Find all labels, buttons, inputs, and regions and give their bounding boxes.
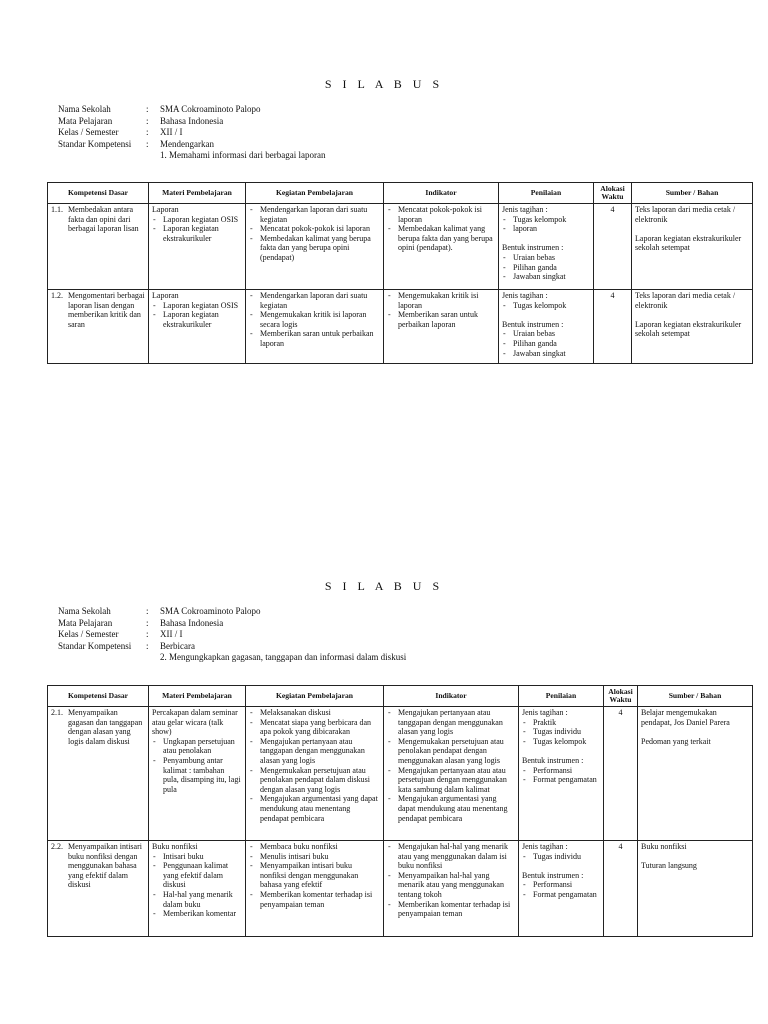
meta-label-standard: Standar Kompetensi <box>58 138 132 149</box>
syllabus-title-1: S I L A B U S <box>324 77 444 91</box>
list-item: - Uraian bebas <box>502 329 590 339</box>
list-item: - Mengajukan argumentasi yang dapat mendukung atau menentang pendapat pembicara <box>387 794 515 823</box>
cell-alokasi: 4 <box>604 707 638 841</box>
cell-materi: Buku nonfiksi - Intisari buku - Penggunaan kalimat yang efektif dalam diskusi - Hal-hal yang menarik dalam buku - Memberikan komentar <box>149 841 246 937</box>
table-header-row <box>48 183 753 204</box>
list-item: - laporan <box>502 224 590 234</box>
list-item: - Mengajukan hal-hal yang menarik atau yang menggunakan dalam isi buku nonfiksi <box>387 842 515 871</box>
list-item: - Mengemukakan kritik isi laporan <box>387 291 495 310</box>
list-item: - Memberikan komentar terhadap isi penyampaian teman <box>387 900 515 919</box>
list-item: - Memberikan komentar terhadap isi penyampaian teman <box>249 890 380 909</box>
header-kegiatan: Kegiatan Pembelajaran <box>246 686 384 707</box>
meta-standard: Berbicara <box>160 640 195 651</box>
list-item: - Mendengarkan laporan dari suatu kegiatan <box>249 205 380 224</box>
list-item: - Membedakan kalimat yang berupa fakta dan yang berupa opini (pendapat) <box>249 234 380 263</box>
list-item: - Mendengarkan laporan dari suatu kegiatan <box>249 291 380 310</box>
list-item: - Penyambung antar kalimat : tambahan pula, disamping itu, lagi pula <box>152 756 242 794</box>
syllabus-title-2: S I L A B U S <box>324 579 444 593</box>
syllabus-table-2 <box>47 685 753 937</box>
cell-alokasi: 4 <box>604 841 638 937</box>
cell-kegiatan <box>246 290 384 364</box>
syllabus-meta-2: Nama Sekolah : SMA Cokroaminoto Palopo Mata Pelajaran : Bahasa Indonesia Kelas / Semester : XII / I Standar Kompetensi : Berbicara 2. Mengungkapkan gagasan, tanggapan dan informasi dalam diskusi <box>58 606 407 662</box>
list-item: - Jawaban singkat <box>502 349 590 359</box>
list-item: - Ungkapan persetujuan atau penolakan <box>152 737 242 756</box>
list-item: - Laporan kegiatan ekstrakurikuler <box>152 224 242 243</box>
meta-school: SMA Cokroaminoto Palopo <box>160 104 261 114</box>
cell-sumber: Teks laporan dari media cetak / elektronik Laporan kegiatan ekstrakurikuler sekolah setempat <box>632 290 753 364</box>
list-item: - Memberikan komentar <box>152 909 242 919</box>
list-item: - Menulis intisari buku <box>249 852 380 862</box>
meta-label-class: Kelas / Semester <box>58 629 119 639</box>
list-item: - Laporan kegiatan OSIS <box>152 215 242 225</box>
list-item: - Mencatat pokok-pokok isi laporan <box>387 205 495 224</box>
list-item: - Performansi <box>522 766 600 776</box>
meta-label-subject: Mata Pelajaran <box>58 617 113 628</box>
list-item: - Format pengamatan <box>522 775 600 785</box>
header-kegiatan: Kegiatan Pembelajaran <box>246 183 384 204</box>
cell-materi: Laporan - Laporan kegiatan OSIS - Laporan kegiatan ekstrakurikuler <box>149 204 246 290</box>
cell-indikator <box>384 204 499 290</box>
list-item: - Mengajukan pertanyaan atau tanggapan dengan menggunakan alasan yang logis <box>249 737 380 766</box>
cell-indikator <box>384 707 519 841</box>
cell-penilaian: Jenis tagihan : - Tugas kelompok Bentuk instrumen : - Uraian bebas - Pilihan ganda - Jawaban singkat <box>499 290 594 364</box>
list-item: - Mencatat siapa yang berbicara dan apa pokok yang dibicarakan <box>249 718 380 737</box>
header-penilaian: Penilaian <box>499 183 594 204</box>
list-item: - Tugas individu <box>522 852 600 862</box>
list-item: - Praktik <box>522 718 600 728</box>
header-materi: Materi Pembelajaran <box>149 183 246 204</box>
list-item: - Mengemukakan persetujuan atau penolakan pendapat dalam diskusi dengan alasan yang logis <box>249 766 380 795</box>
cell-indikator <box>384 841 519 937</box>
cell-sumber: Buku nonfiksi Tuturan langsung <box>638 841 753 937</box>
list-item: - Performansi <box>522 880 600 890</box>
list-item: - Hal-hal yang menarik dalam buku <box>152 890 242 909</box>
list-item: - Penggunaan kalimat yang efektif dalam diskusi <box>152 861 242 890</box>
meta-label-class: Kelas / Semester <box>58 127 119 137</box>
cell-kegiatan <box>246 204 384 290</box>
syllabus-meta-1: Nama Sekolah : SMA Cokroaminoto Palopo Mata Pelajaran : Bahasa Indonesia Kelas / Semester : XII / I Standar Kompetensi : Mendengarkan 1. Memahami informasi dari berbagai laporan <box>58 104 326 160</box>
list-item: - Mengajukan pertanyaan atau tanggapan dengan menggunakan alasan yang logis <box>387 708 515 737</box>
cell-indikator <box>384 290 499 364</box>
cell-sumber: Belajar mengemukakan pendapat, Jos Daniel Parera Pedoman yang terkait <box>638 707 753 841</box>
table-header-row <box>48 686 753 707</box>
cell-penilaian: Jenis tagihan : - Tugas individu Bentuk instrumen : - Performansi - Format pengamatan <box>519 841 604 937</box>
cell-materi: Percakapan dalam seminar atau gelar wicara (talk show) - Ungkapan persetujuan atau penolakan - Penyambung antar kalimat : tambahan pula, disamping itu, lagi pula <box>149 707 246 841</box>
header-sumber: Sumber / Bahan <box>638 686 753 707</box>
header-sumber: Sumber / Bahan <box>632 183 753 204</box>
header-indikator: Indikator <box>384 183 499 204</box>
meta-subject: Bahasa Indonesia <box>160 617 224 628</box>
table-row <box>48 707 753 841</box>
list-item: - Tugas individu <box>522 727 600 737</box>
cell-alokasi: 4 <box>594 204 632 290</box>
list-item: - Memberikan saran untuk perbaikan laporan <box>249 329 380 348</box>
list-item: - Membedakan kalimat yang berupa fakta dan yang berupa opini (pendapat). <box>387 224 495 253</box>
cell-kompetensi: 1.2. Mengomentari berbagai laporan lisan dengan memberikan kritik dan saran <box>48 290 149 364</box>
header-alokasi: Alokasi Waktu <box>604 686 638 707</box>
list-item: - Tugas kelompok <box>502 301 590 311</box>
cell-materi: Laporan - Laporan kegiatan OSIS - Laporan kegiatan ekstrakurikuler <box>149 290 246 364</box>
syllabus-table-1 <box>47 182 753 364</box>
list-item: - Mengajukan pertanyaan atau atau persetujuan dengan menggunakan kata sambung dalam kalimat <box>387 766 515 795</box>
list-item: - Tugas kelompok <box>522 737 600 747</box>
meta-class: XII / I <box>160 629 183 639</box>
header-kompetensi: Kompetensi Dasar <box>48 183 149 204</box>
cell-penilaian: Jenis tagihan : - Tugas kelompok - laporan Bentuk instrumen : - Uraian bebas - Pilihan ganda - Jawaban singkat <box>499 204 594 290</box>
cell-kompetensi: 2.2. Menyampaikan intisari buku nonfiksi dengan menggunakan bahasa yang efektif dalam diskusi <box>48 841 149 937</box>
list-item: - Laporan kegiatan ekstrakurikuler <box>152 310 242 329</box>
list-item: - Pilihan ganda <box>502 339 590 349</box>
meta-class: XII / I <box>160 127 183 137</box>
header-penilaian: Penilaian <box>519 686 604 707</box>
list-item: - Menyampaikan intisari buku nonfiksi dengan menggunakan bahasa yang efektif <box>249 861 380 890</box>
list-item: - Laporan kegiatan OSIS <box>152 301 242 311</box>
list-item: - Melaksanakan diskusi <box>249 708 380 718</box>
meta-label-school: Nama Sekolah <box>58 104 111 114</box>
table-row <box>48 290 753 364</box>
meta-standard-item: 2. Mengungkapkan gagasan, tanggapan dan informasi dalam diskusi <box>160 652 407 662</box>
cell-sumber: Teks laporan dari media cetak / elektronik Laporan kegiatan ekstrakurikuler sekolah setempat <box>632 204 753 290</box>
list-item: - Mencatat pokok-pokok isi laporan <box>249 224 380 234</box>
cell-alokasi: 4 <box>594 290 632 364</box>
meta-label-subject: Mata Pelajaran <box>58 115 113 126</box>
list-item: - Uraian bebas <box>502 253 590 263</box>
meta-school: SMA Cokroaminoto Palopo <box>160 606 261 616</box>
header-indikator: Indikator <box>384 686 519 707</box>
header-alokasi: Alokasi Waktu <box>594 183 632 204</box>
header-materi: Materi Pembelajaran <box>149 686 246 707</box>
list-item: - Membaca buku nonfiksi <box>249 842 380 852</box>
table-row <box>48 204 753 290</box>
table-row <box>48 841 753 937</box>
cell-kompetensi: 1.1. Membedakan antara fakta dan opini dari berbagai laporan lisan <box>48 204 149 290</box>
list-item: - Mengemukakan persetujuan atau penolakan pendapat dengan menggunakan alasan yang logis <box>387 737 515 766</box>
meta-standard: Mendengarkan <box>160 138 214 149</box>
cell-kegiatan <box>246 707 384 841</box>
meta-label-school: Nama Sekolah <box>58 606 111 616</box>
list-item: - Menyampaikan hal-hal yang menarik atau yang menggunakan tentang tokoh <box>387 871 515 900</box>
list-item: - Mengemukakan kritik isi laporan secara logis <box>249 310 380 329</box>
cell-penilaian: Jenis tagihan : - Praktik - Tugas individu - Tugas kelompok Bentuk instrumen : - Performansi - Format pengamatan <box>519 707 604 841</box>
meta-label-standard: Standar Kompetensi <box>58 640 132 651</box>
meta-subject: Bahasa Indonesia <box>160 115 224 126</box>
cell-kompetensi: 2.1. Menyampaikan gagasan dan tanggapan dengan alasan yang logis dalam diskusi <box>48 707 149 841</box>
list-item: - Memberikan saran untuk perbaikan laporan <box>387 310 495 329</box>
cell-kegiatan <box>246 841 384 937</box>
header-kompetensi: Kompetensi Dasar <box>48 686 149 707</box>
list-item: - Mengajukan argumentasi yang dapat mendukung atau menentang pendapat pembicara <box>249 794 380 823</box>
list-item: - Pilihan ganda <box>502 263 590 273</box>
list-item: - Tugas kelompok <box>502 215 590 225</box>
list-item: - Jawaban singkat <box>502 272 590 282</box>
meta-standard-item: 1. Memahami informasi dari berbagai laporan <box>160 150 326 160</box>
list-item: - Format pengamatan <box>522 890 600 900</box>
list-item: - Intisari buku <box>152 852 242 862</box>
